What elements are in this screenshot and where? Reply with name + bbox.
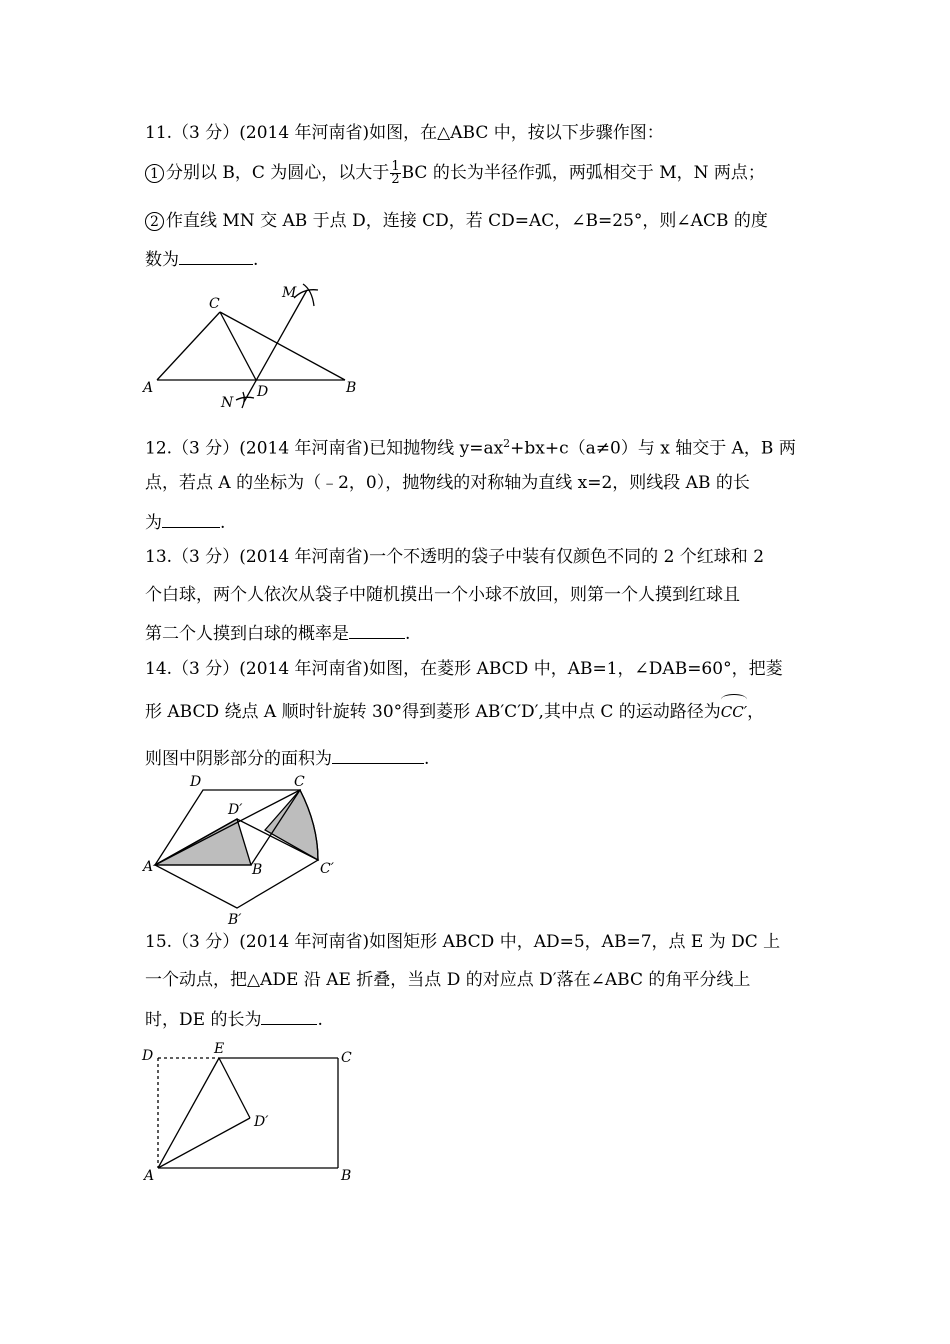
q14-label-b: B [252,862,263,878]
q14-line-3: 则图中阴影部分的面积为 . [145,745,825,771]
q15-label-d: D [142,1048,154,1064]
q12-line-3: 为 . [145,509,825,535]
q14-label-a: A [143,859,154,875]
q11-line-4: 数为 . [145,246,825,272]
q13-line-3: 第二个人摸到白球的概率是 . [145,620,825,646]
q11-label-a: A [143,380,154,396]
q15-segment-ed-prime [219,1058,250,1118]
q11-step1-text-end: BC 的长为半径作弧，两弧相交于 M，N 两点； [401,163,765,183]
q15-line-1: 15.（3 分）(2014 年河南省)如图矩形 ABCD 中，AD=5，AB=7，点 E 为 DC 上 [145,932,781,952]
q11-segment-ac [157,312,220,380]
q15-line-3: 时，DE 的长为 . [145,1006,825,1032]
q12-answer-blank[interactable] [162,509,220,528]
q15-label-d-prime: D′ [254,1114,269,1130]
q15-line-2: 一个动点，把△ADE 沿 AE 折叠，当点 D 的对应点 D′落在∠ABC 的角平分线上 [145,970,751,990]
q11-line-1: 11.（3 分）(2014 年河南省)如图，在△ABC 中，按以下步骤作图： [145,123,664,143]
q15-rectangle-figure [140,1040,370,1190]
q11-label-b: B [346,380,357,396]
q11-segment-cb [220,312,345,380]
q13-line-2: 个白球，两个人依次从袋子中随机摸出一个小球不放回，则第一个人摸到红球且 [145,585,740,605]
fraction-one-half: $\frac{1}{2}$ [391,159,400,187]
q11-step1-text: 分别以 B，C 为圆心，以大于 [166,163,390,183]
q14-rhombus-figure [140,770,370,930]
q15-answer-blank[interactable] [261,1006,317,1025]
q11-label-d: D [257,384,269,400]
q11-label-c: C [209,296,220,312]
q14-label-d: D [190,774,202,790]
q11-step2-text: 作直线 MN 交 AB 于点 D，连接 CD，若 CD=AC，∠B=25°，则∠ACB 的度 [166,211,768,231]
q14-answer-blank[interactable] [332,745,424,764]
q14-label-d-prime: D′ [228,802,243,818]
q11-triangle-figure [140,280,380,415]
q13-answer-blank[interactable] [349,620,405,639]
q15-label-b: B [341,1168,352,1184]
q14-label-b-prime: B′ [228,912,242,928]
q11-line-mn [244,290,307,402]
q15-label-a: A [144,1168,155,1184]
q14-line-1: 14.（3 分）(2014 年河南省)如图，在菱形 ABCD 中，AB=1，∠DAB=60°，把菱 [145,659,783,679]
q15-label-e: E [214,1041,225,1057]
q13-line-1: 13.（3 分）(2014 年河南省)一个不透明的袋子中装有仅颜色不同的 2 个红球和 2 [145,547,765,567]
arc-cc-prime-label: CC′ [721,700,747,724]
q11-label-n: N [221,395,234,411]
q14-shaded-region [265,790,318,860]
step-2-marker: 2 [145,212,164,231]
step-1-marker: 1 [145,164,164,183]
q12-line-2: 点，若点 A 的坐标为（﹣2，0），抛物线的对称轴为直线 x=2，则线段 AB 的长 [145,473,750,493]
q12-line-1: 12.（3 分）(2014 年河南省)已知抛物线 $y=ax^2+bx+c(a\ne 0)$与 x 轴交于 A，B 两 [145,437,796,459]
q12-exponent: 2 [503,437,511,450]
q11-line-2 [145,161,825,186]
q14-label-c: C [294,774,305,790]
q14-line-2: 形 ABCD 绕点 A 顺时针旋转 30°得到菱形 AB′C′D′,其中点 C 的运动路径为CC′， [145,702,765,722]
q15-label-c: C [341,1050,352,1066]
q11-label-m: M [282,285,297,301]
q11-line-3 [145,209,825,233]
q11-answer-blank[interactable] [179,246,253,265]
q11-arc-n-2 [242,392,244,408]
q14-label-c-prime: C′ [320,861,334,877]
q11-arc-m-1 [294,290,318,298]
